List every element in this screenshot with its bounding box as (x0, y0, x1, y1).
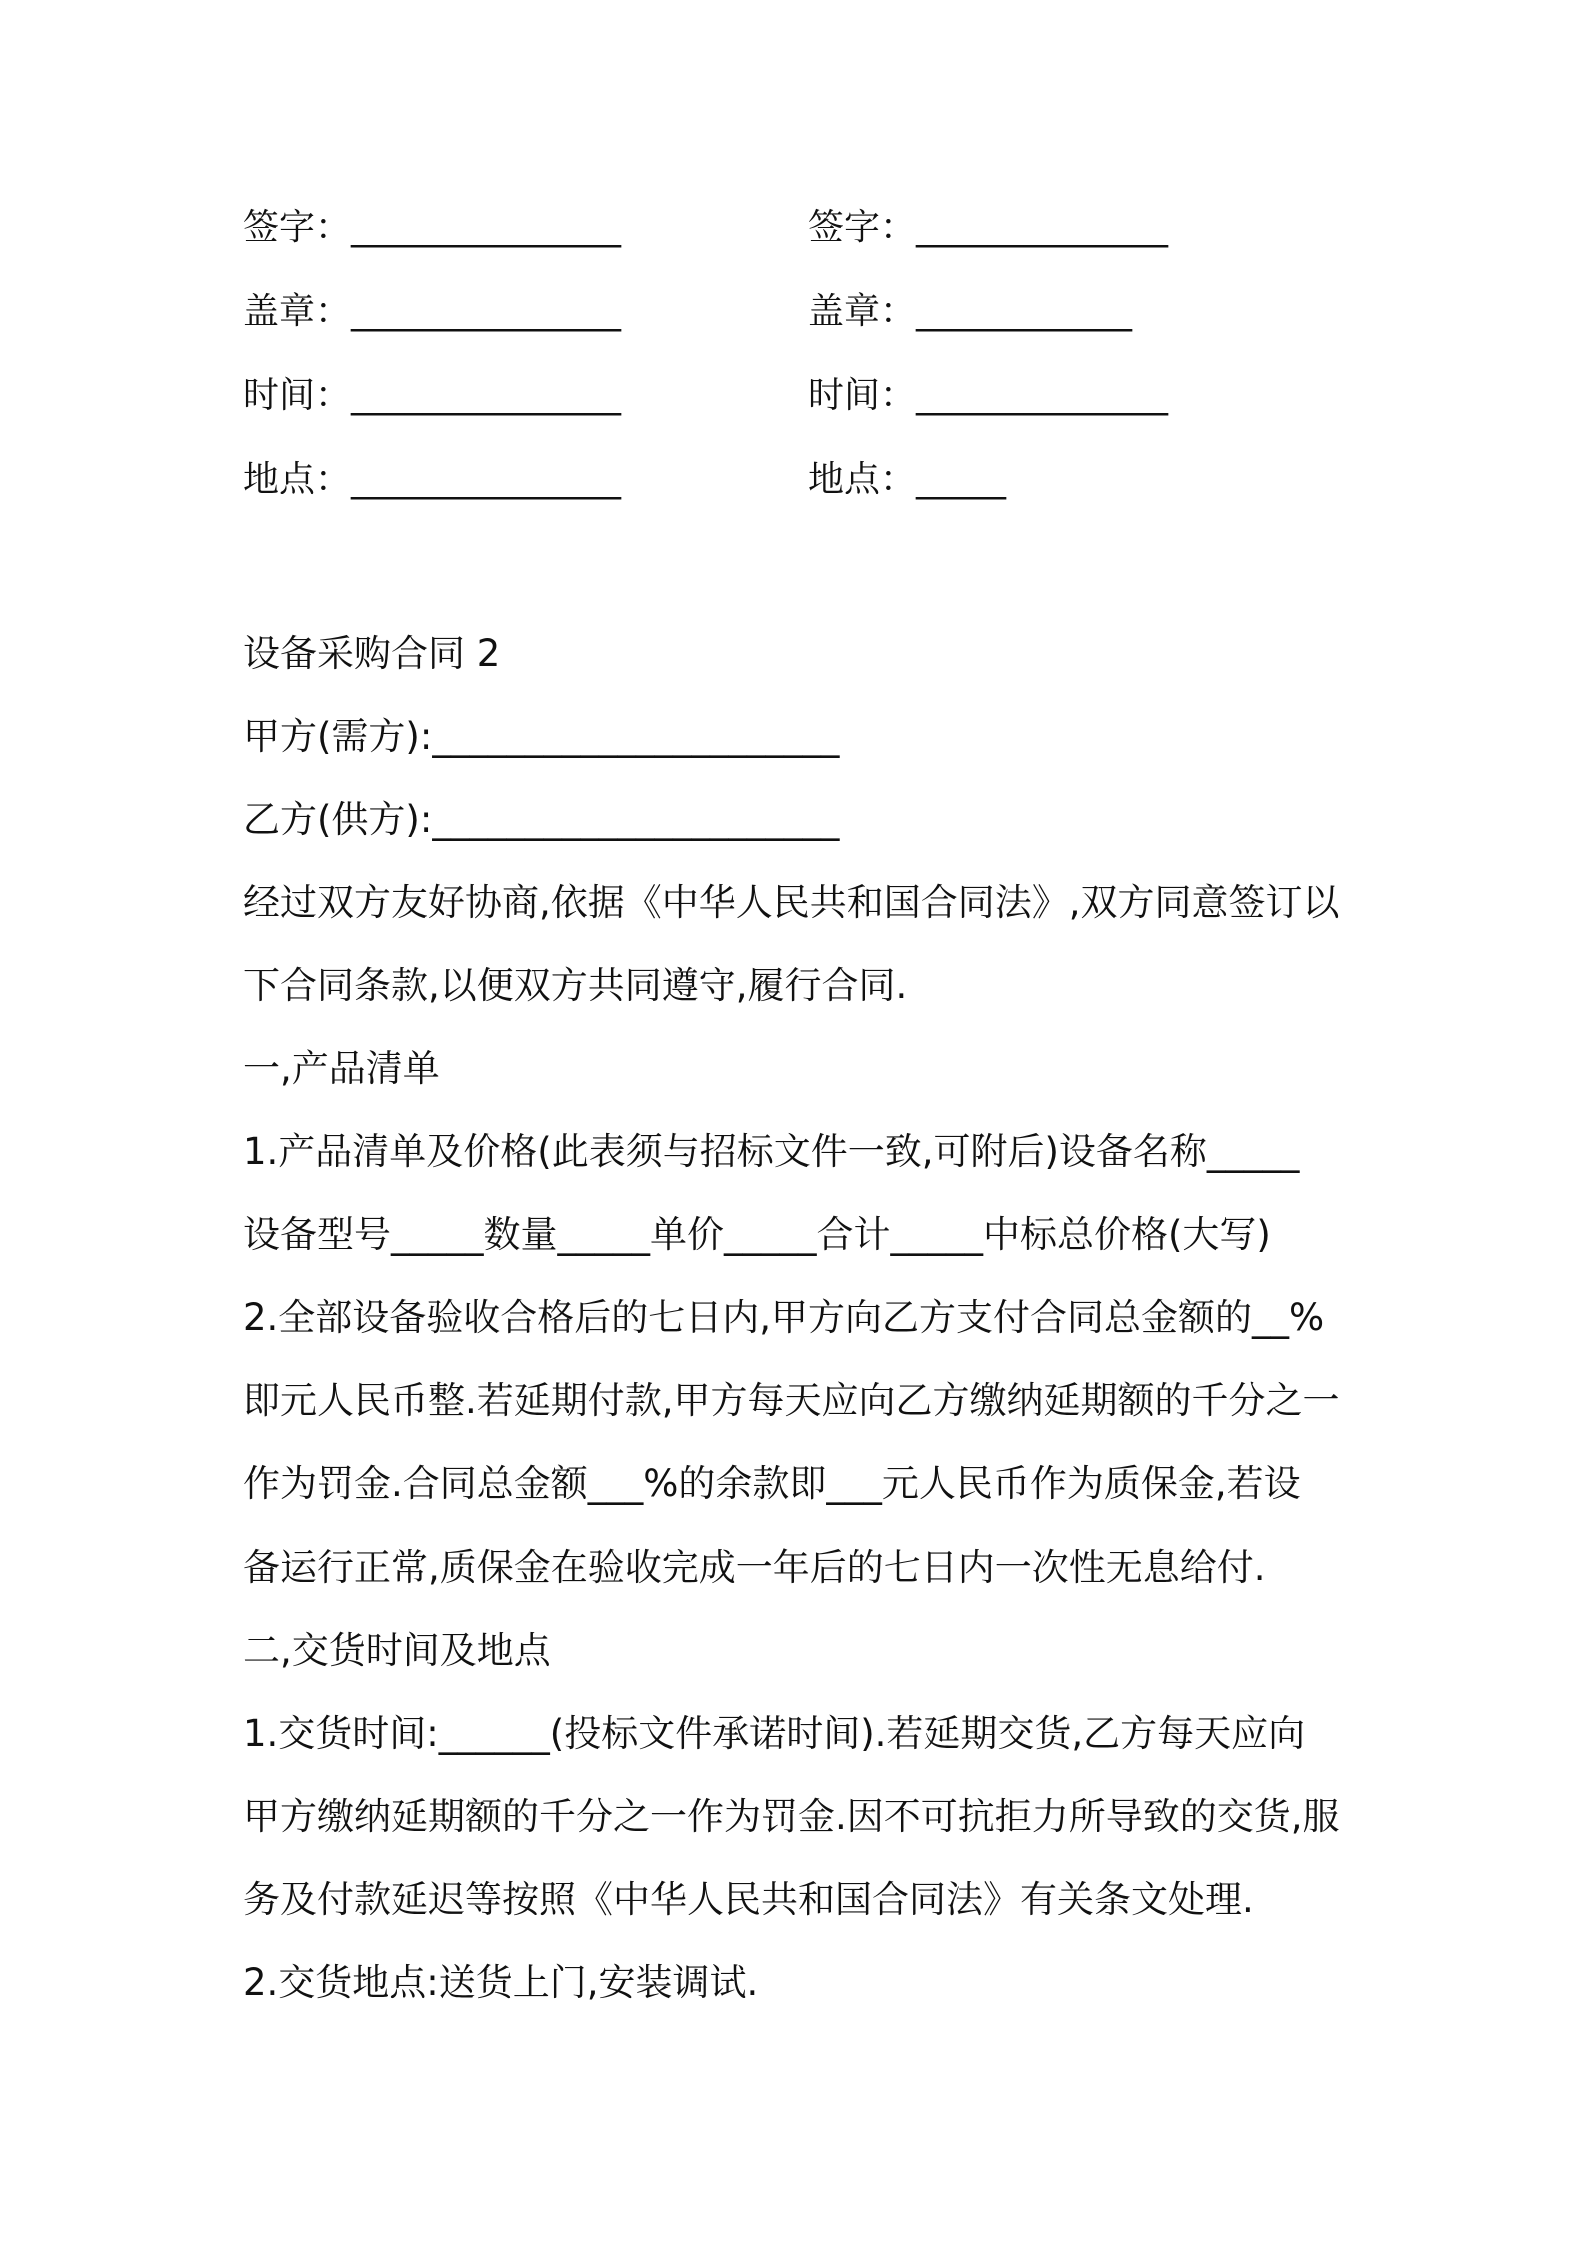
date-row (243, 368, 1343, 452)
party-b-seal-field: 盖章：____________ (808, 291, 1133, 332)
clause-line: 即元人民币整.若延期付款,甲方每天应向乙方缴纳延期额的千分之一 (243, 1379, 1340, 1422)
party-b-line: 乙方(供方):______________________ (243, 798, 840, 841)
clause-line: 甲方缴纳延期额的千分之一作为罚金.因不可抗拒力所导致的交货,服 (243, 1795, 1340, 1838)
clause-line: 设备型号_____数量_____单价_____合计_____中标总价格(大写) (243, 1213, 1271, 1256)
intro-line: 经过双方友好协商,依据《中华人民共和国合同法》,双方同意签订以 (243, 881, 1340, 924)
party-b-date-field: 时间：______________ (808, 375, 1169, 416)
party-a-signature-field: 签字：_______________ (243, 207, 622, 248)
clause-line: 备运行正常,质保金在验收完成一年后的七日内一次性无息给付. (243, 1546, 1266, 1589)
party-b-signature-field: 签字：______________ (808, 207, 1169, 248)
clause-line: 2.全部设备验收合格后的七日内,甲方向乙方支付合同总金额的__% (243, 1296, 1325, 1339)
location-row (243, 452, 1343, 536)
contract-title: 设备采购合同 2 (243, 632, 501, 675)
seal-row (243, 284, 1343, 368)
intro-line: 下合同条款,以便双方共同遵守,履行合同. (243, 964, 908, 1007)
party-a-date-field: 时间：_______________ (243, 375, 622, 416)
signature-row (243, 200, 1343, 284)
party-a-line: 甲方(需方):______________________ (243, 715, 840, 758)
party-b-location-field: 地点：_____ (808, 459, 1007, 500)
clause-line: 1.产品清单及价格(此表须与招标文件一致,可附后)设备名称_____ (243, 1130, 1300, 1173)
clause-line: 作为罚金.合同总金额___%的余款即___元人民币作为质保金,若设 (243, 1462, 1301, 1505)
clause-line: 1.交货时间:______(投标文件承诺时间).若延期交货,乙方每天应向 (243, 1712, 1306, 1755)
section-heading-delivery: 二,交货时间及地点 (243, 1629, 551, 1672)
clause-line: 务及付款延迟等按照《中华人民共和国合同法》有关条文处理. (243, 1878, 1254, 1921)
party-a-seal-field: 盖章：_______________ (243, 291, 622, 332)
clause-line: 2.交货地点:送货上门,安装调试. (243, 1961, 759, 2004)
section-heading-product-list: 一,产品清单 (243, 1047, 440, 1090)
party-a-location-field: 地点：_______________ (243, 459, 622, 500)
signature-block (243, 200, 1343, 536)
contract-body (243, 625, 1363, 2037)
